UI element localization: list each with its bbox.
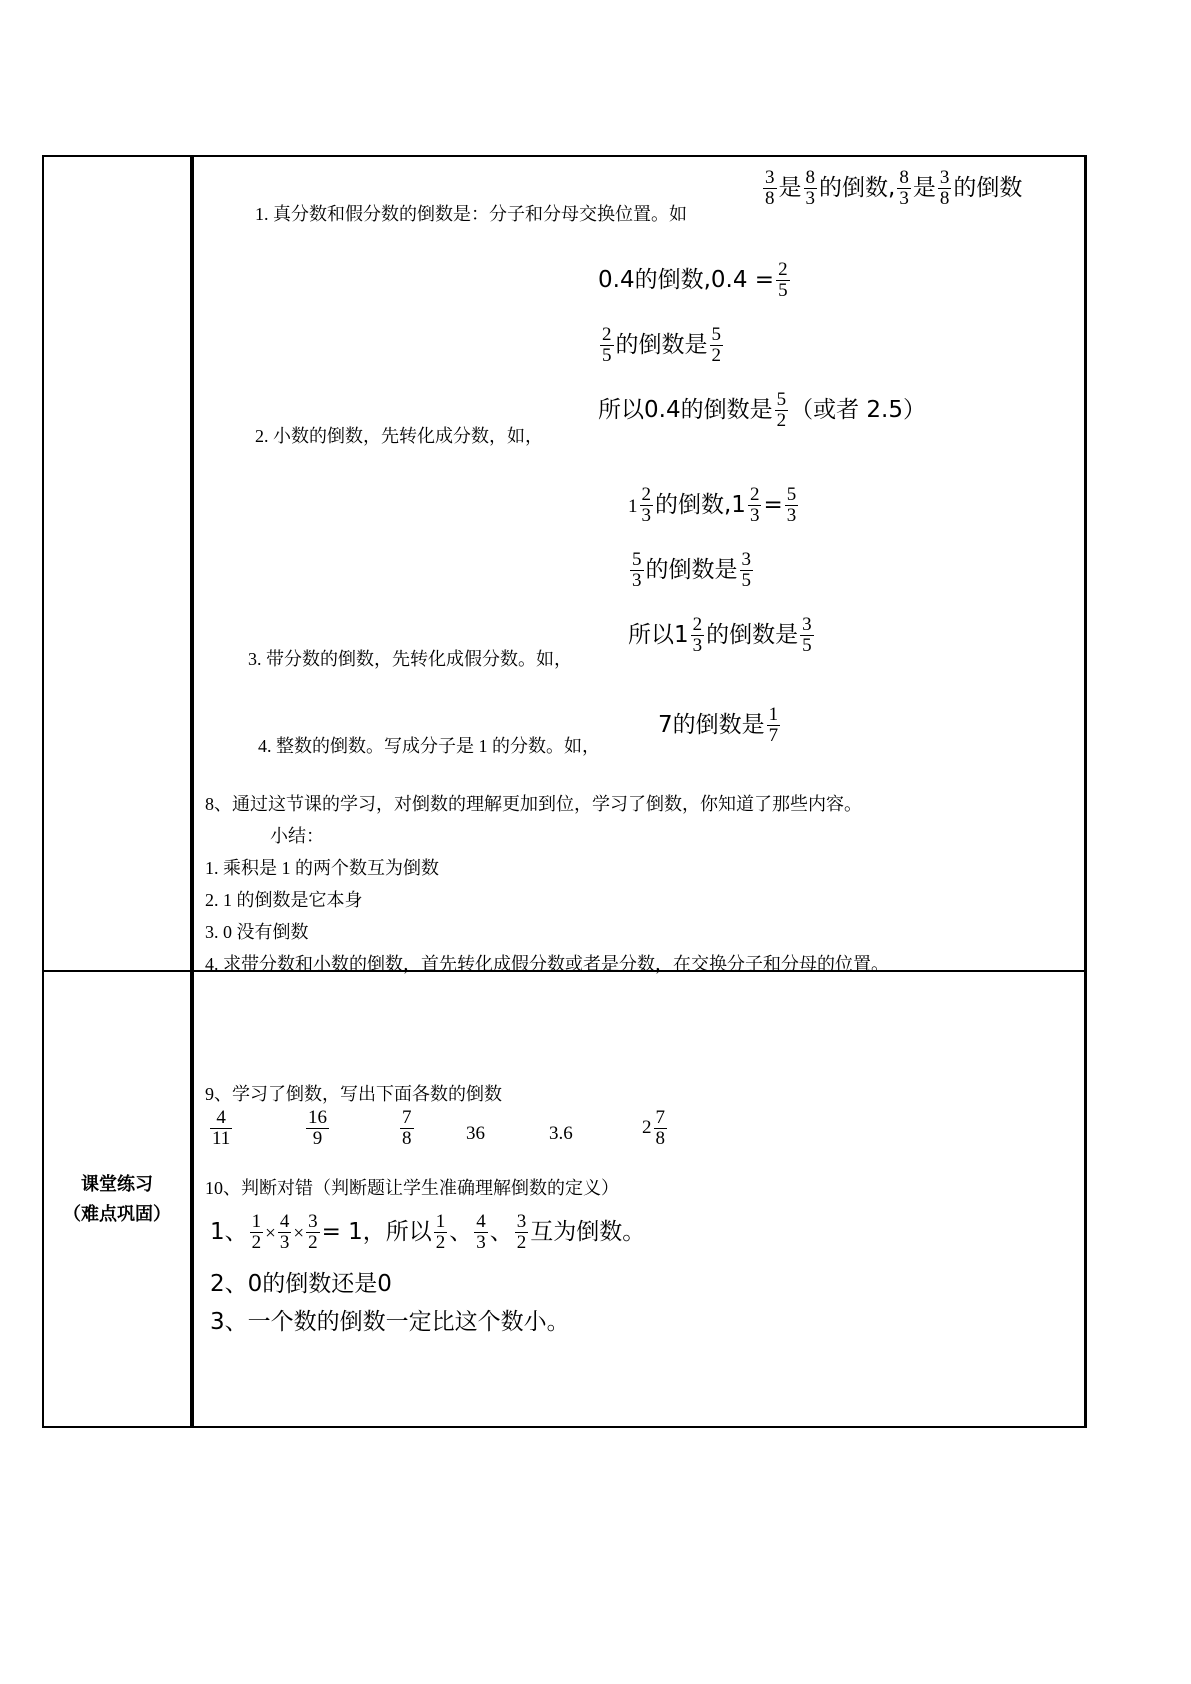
rule-2-text: 2. 小数的倒数，先转化成分数，如，	[255, 426, 543, 446]
rule-3-text: 3. 带分数的倒数，先转化成假分数。如，	[248, 649, 572, 669]
fraction: $\frac{2}{3}$	[692, 614, 703, 656]
fraction: $\frac{3}{5}$	[741, 549, 751, 591]
fraction: $\frac{3}{2}$	[308, 1211, 318, 1253]
q9-title: 9、学习了倒数，写出下面各数的倒数	[205, 1084, 502, 1104]
summary-item-2: 2. 1 的倒数是它本身	[205, 890, 363, 910]
q9-item-3	[398, 1108, 416, 1149]
fraction: $\frac{16}{9}$	[308, 1107, 327, 1149]
fraction: $\frac{3}{2}$	[516, 1211, 527, 1253]
fraction: $\frac{4}{11}$	[212, 1107, 231, 1149]
fraction: $\frac{7}{8}$	[655, 1107, 665, 1149]
fraction: $\frac{1}{7}$	[768, 704, 779, 746]
fraction: $\frac{4}{3}$	[279, 1211, 290, 1253]
q9-item-5: 3.6	[549, 1123, 573, 1144]
fraction: $\frac{5}{2}$	[776, 389, 787, 431]
q9-item-2	[304, 1108, 331, 1149]
summary-item-3: 3. 0 没有倒数	[205, 922, 309, 942]
summary-item-1: 1. 乘积是 1 的两个数互为倒数	[205, 858, 439, 878]
rule-3-line-3: 所以1 $\frac{2}{3}$ 的倒数是 $\frac{3}{5}$	[628, 614, 812, 656]
q10-statement-2: 2、0的倒数还是0	[210, 1271, 392, 1297]
fraction: $\frac{1}{2}$	[251, 1211, 262, 1253]
section-label	[44, 1170, 190, 1230]
fraction: $\frac{2}{5}$	[778, 259, 788, 301]
q10-statement-3: 3、一个数的倒数一定比这个数小。	[210, 1309, 570, 1335]
fraction: $\frac{5}{2}$	[711, 324, 721, 366]
fraction: $\frac{3}{8}$	[765, 167, 775, 209]
column-divider	[190, 155, 194, 1426]
q9-item-6: 2 $\frac{7}{8}$	[642, 1107, 665, 1149]
q8-title: 8、通过这节课的学习，对倒数的理解更加到位，学习了倒数，你知道了那些内容。	[205, 794, 862, 814]
q10-title: 10、判断对错（判断题让学生准确理解倒数的定义）	[205, 1178, 619, 1198]
q10-statement-1: 1、 $\frac{1}{2}$ × $\frac{4}{3}$ × $\frac{3}{2}$ = 1，所以 $\frac{1}{2}$ 、 $\frac{4}{3}$ 、 $\frac{3}{2}$ 互为倒数。	[210, 1211, 646, 1253]
rule-4-text: 4. 整数的倒数。写成分子是 1 的分数。如，	[258, 736, 600, 756]
summary-item-4: 4. 求带分数和小数的倒数，首先转化成假分数或者是分数，在交换分子和分母的位置。	[205, 954, 889, 974]
section-label-line2: （难点巩固）	[63, 1204, 171, 1225]
fraction: $\frac{5}{3}$	[786, 484, 797, 526]
fraction: $\frac{3}{5}$	[802, 614, 812, 656]
rule-2-line-2: $\frac{2}{5}$ 的倒数是 $\frac{5}{2}$	[602, 324, 721, 366]
fraction: $\frac{2}{5}$	[602, 324, 612, 366]
summary-label: 小结：	[270, 826, 324, 846]
rule-1-example: $\frac{3}{8}$ 是 $\frac{8}{3}$ 的倒数, $\frac{8}{3}$ 是 $\frac{3}{8}$ 的倒数	[765, 167, 1023, 209]
fraction: $\frac{7}{8}$	[402, 1107, 412, 1149]
fraction: $\frac{5}{3}$	[632, 549, 642, 591]
rule-3-line-1: 1 $\frac{2}{3}$ 的倒数,1 $\frac{2}{3}$ = $\frac{5}{3}$	[628, 484, 797, 526]
fraction: $\frac{2}{3}$	[749, 484, 760, 526]
fraction: $\frac{1}{2}$	[435, 1211, 446, 1253]
rule-3-line-2: $\frac{5}{3}$ 的倒数是 $\frac{3}{5}$	[632, 549, 751, 591]
rule-4-example: 7的倒数是 $\frac{1}{7}$	[658, 704, 779, 746]
section-label-line1: 课堂练习	[81, 1174, 153, 1195]
fraction: $\frac{8}{3}$	[805, 167, 815, 209]
q9-item-1	[208, 1108, 234, 1149]
fraction: $\frac{4}{3}$	[476, 1211, 486, 1253]
rule-2-line-1: 0.4的倒数,0.4 = $\frac{2}{5}$	[598, 259, 788, 301]
rule-1-text: 1. 真分数和假分数的倒数是：分子和分母交换位置。如	[255, 204, 687, 224]
fraction: $\frac{2}{3}$	[641, 484, 651, 526]
rule-2-line-3: 所以0.4的倒数是 $\frac{5}{2}$ （或者 2.5）	[598, 389, 926, 431]
fraction: $\frac{8}{3}$	[899, 167, 909, 209]
fraction: $\frac{3}{8}$	[939, 167, 950, 209]
q9-item-4: 36	[466, 1123, 485, 1144]
